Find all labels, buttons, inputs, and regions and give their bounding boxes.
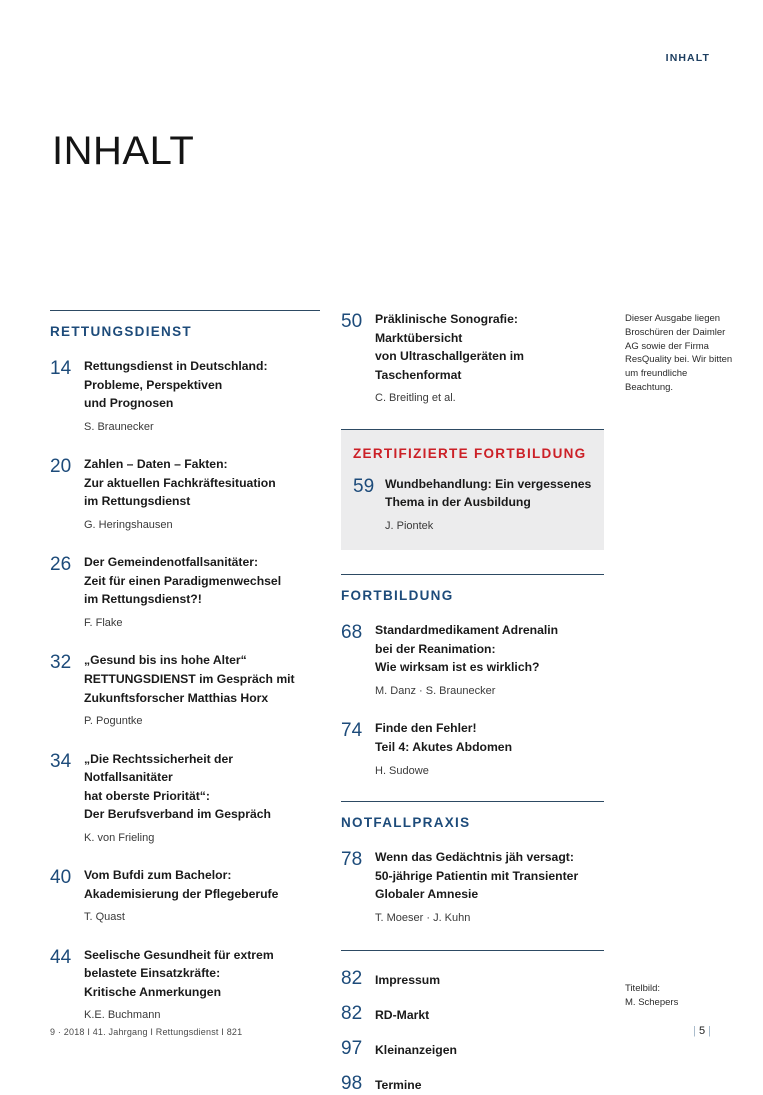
entry-body (385, 475, 594, 535)
entry-body (84, 866, 320, 926)
entry-authors: C. Breitling et al. (375, 392, 456, 405)
toc-entry[interactable] (341, 967, 604, 990)
toc-entry[interactable] (341, 1002, 604, 1025)
section-rule (341, 801, 604, 802)
entry-authors: K. von Frieling (84, 831, 155, 844)
footer-page-number (693, 1025, 711, 1037)
entry-title: Kleinanzeigen (375, 1042, 457, 1057)
toc-entry[interactable] (50, 750, 320, 847)
entry-body (375, 848, 604, 926)
entry-body (84, 455, 320, 533)
page-bar-left: | (693, 1025, 696, 1037)
entry-page-number: 78 (341, 849, 363, 871)
entry-title: Termine (375, 1077, 422, 1092)
entry-title: „Gesund bis ins hohe Alter“ RETTUNGSDIENST im Gespräch mit Zukunftsforscher Matthias Horx (84, 653, 295, 705)
toc-entry[interactable] (50, 553, 320, 631)
toc-entry[interactable] (50, 946, 320, 1024)
entry-body (84, 750, 320, 847)
cover-credit-name: M. Schepers (625, 996, 679, 1008)
entry-body (84, 946, 320, 1024)
entry-page-number: 68 (341, 622, 363, 644)
entry-title: Standardmedikament Adrenalin bei der Reanimation: Wie wirksam ist es wirklich? (375, 623, 559, 675)
entry-authors: S. Braunecker (84, 420, 154, 433)
page-number-value: 5 (698, 1025, 706, 1037)
entry-title: Rettungsdienst in Deutschland: Probleme, Perspektiven und Prognosen (84, 359, 268, 411)
entry-page-number: 32 (50, 652, 72, 674)
section-heading-rettungsdienst: RETTUNGSDIENST (50, 324, 192, 339)
toc-entry[interactable] (50, 651, 320, 729)
footer-imprint: 9 · 2018 I 41. Jahrgang I Rettungsdienst I 821 (50, 1027, 243, 1037)
entry-authors: H. Sudowe (375, 764, 429, 777)
entry-title: Der Gemeindenotfallsanitäter: Zeit für einen Paradigmenwechsel im Rettungsdienst?! (84, 555, 282, 607)
toc-entry[interactable] (341, 310, 604, 407)
right-margin-column (625, 312, 735, 395)
entry-authors: G. Heringshausen (84, 518, 173, 531)
entry-authors: T. Moeser · J. Kuhn (375, 911, 471, 924)
certified-training-box (341, 430, 604, 551)
entry-title: Präklinische Sonografie: Marktübersicht von Ultraschallgeräten im Taschenformat (375, 312, 525, 382)
entry-title: Wundbehandlung: Ein vergessenes Thema in der Ausbildung (385, 476, 592, 510)
toc-entry[interactable] (341, 1037, 604, 1060)
entry-authors: F. Flake (84, 616, 123, 629)
entry-page-number: 82 (341, 1003, 363, 1024)
toc-entry[interactable] (341, 621, 604, 699)
entry-authors: P. Poguntke (84, 715, 143, 728)
entry-title: Finde den Fehler! Teil 4: Akutes Abdomen (375, 721, 513, 754)
section-heading-zertifizierte-fortbildung: ZERTIFIZIERTE FORTBILDUNG (353, 445, 587, 461)
toc-entry[interactable] (50, 866, 320, 926)
section-heading-fortbildung: FORTBILDUNG (341, 588, 454, 604)
entry-title: RD-Markt (375, 1008, 430, 1022)
entry-page-number: 20 (50, 456, 72, 478)
entry-page-number: 44 (50, 946, 72, 968)
page-title: INHALT (52, 128, 195, 173)
entry-page-number: 82 (341, 968, 363, 990)
toc-entry[interactable] (341, 1072, 604, 1095)
toc-entry[interactable] (50, 357, 320, 435)
entry-body (84, 651, 320, 729)
running-head: INHALT (665, 52, 710, 64)
entry-body (84, 357, 320, 435)
entry-body (84, 553, 320, 631)
page-bar-right: | (708, 1025, 711, 1037)
section-rule (50, 310, 320, 311)
toc-entry[interactable] (341, 848, 604, 926)
entry-page-number: 98 (341, 1072, 363, 1094)
entry-page-number: 59 (353, 475, 375, 497)
entry-title: Impressum (375, 973, 441, 988)
cover-credit-label: Titelbild: (625, 983, 661, 994)
entry-authors: J. Piontek (385, 519, 434, 532)
insert-notice: Dieser Ausgabe liegen Broschüren der Daimler AG sowie der Firma ResQuality bei. Wir bitten um freundliche Beachtung. (625, 313, 733, 393)
entry-title: Seelische Gesundheit für extrem belastete Einsatzkräfte: Kritische Anmerkungen (84, 947, 274, 999)
toc-entry[interactable] (50, 455, 320, 533)
entry-body (375, 621, 604, 699)
entry-title: Wenn das Gedächtnis jäh versagt: 50-jährige Patientin mit Transienter Globaler Amnesie (375, 850, 579, 902)
entry-body (375, 719, 604, 779)
left-column (50, 310, 320, 1024)
toc-entry[interactable] (341, 719, 604, 779)
entry-authors: M. Danz · S. Braunecker (375, 684, 496, 697)
cover-credit (625, 982, 678, 1010)
entry-page-number: 26 (50, 554, 72, 576)
entry-page-number: 34 (50, 750, 72, 772)
middle-column (341, 310, 604, 1095)
entry-title: „Die Rechtssicherheit der Notfallsanitäter hat oberste Priorität“: Der Berufsverband im Gespräch (84, 751, 271, 822)
entry-page-number: 40 (50, 867, 72, 889)
entry-page-number: 74 (341, 720, 363, 742)
section-rule (341, 950, 604, 951)
section-heading-notfallpraxis: NOTFALLPRAXIS (341, 815, 471, 831)
entry-authors: K.E. Buchmann (84, 1009, 161, 1022)
entry-title: Vom Bufdi zum Bachelor: Akademisierung der Pflegeberufe (84, 868, 279, 901)
entry-page-number: 50 (341, 311, 363, 332)
entry-title: Zahlen – Daten – Fakten: Zur aktuellen Fachkräftesituation im Rettungsdienst (84, 457, 276, 509)
section-rule (341, 574, 604, 575)
toc-entry[interactable] (341, 475, 604, 535)
entry-authors: T. Quast (84, 911, 125, 924)
entry-page-number: 97 (341, 1037, 363, 1059)
entry-page-number: 14 (50, 358, 72, 379)
entry-body (375, 310, 604, 407)
